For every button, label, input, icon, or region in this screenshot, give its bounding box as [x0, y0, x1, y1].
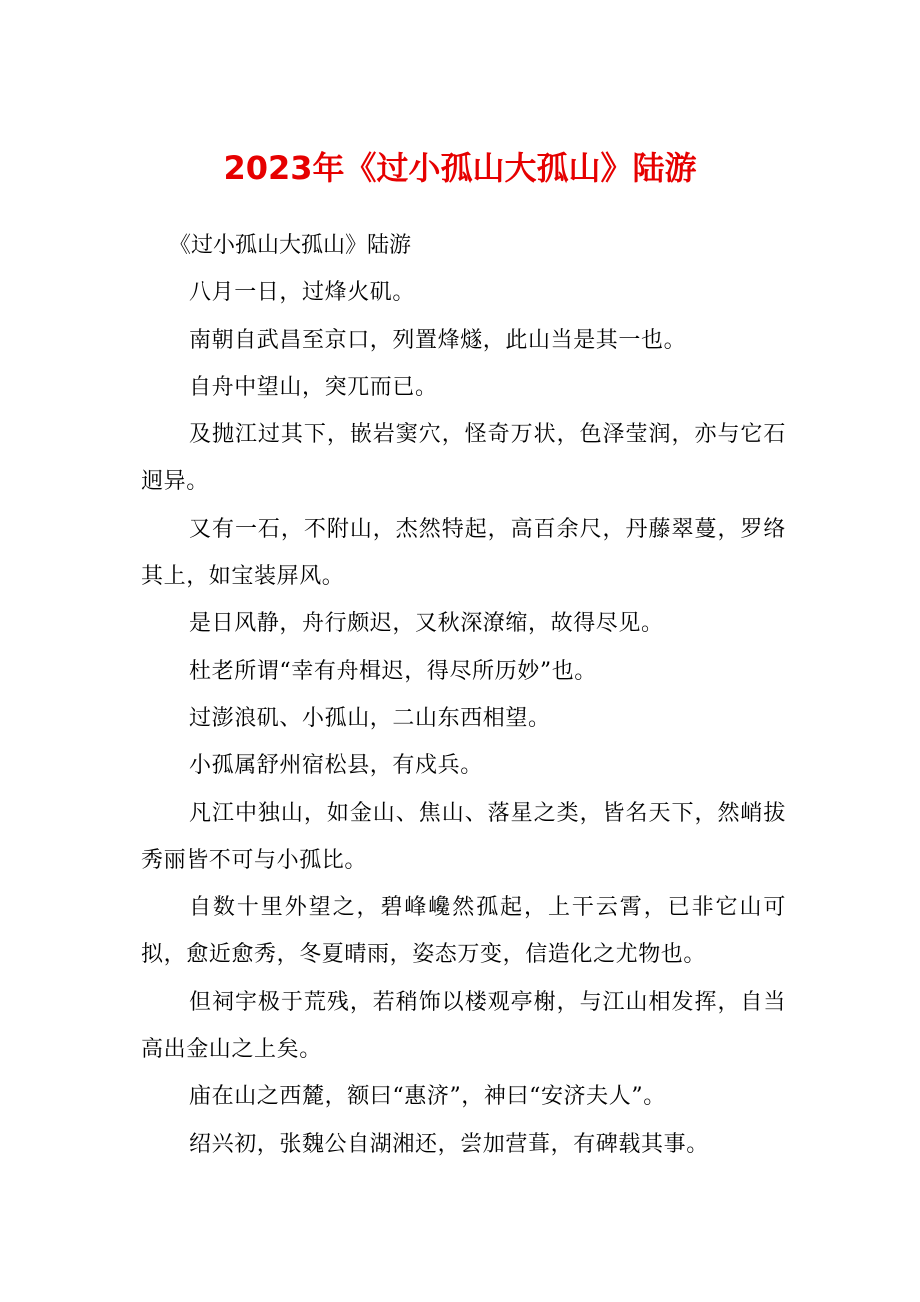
paragraph: 凡江中独山，如金山、焦山、落星之类，皆名天下，然峭拔秀丽皆不可与小孤比。: [141, 800, 786, 873]
paragraph: 又有一石，不附山，杰然特起，高百余尺，丹藤翠蔓，罗络其上，如宝装屏风。: [141, 516, 786, 590]
paragraph: 八月一日，过烽火矶。: [189, 280, 416, 306]
paragraph: 绍兴初，张魏公自湖湘还，尝加营葺，有碑载其事。: [189, 1131, 709, 1157]
paragraph: 南朝自武昌至京口，列置烽燧，此山当是其一也。: [189, 327, 687, 353]
document-body: [141, 222, 786, 1168]
paragraph: 及抛江过其下，嵌岩窦穴，怪奇万状，色泽莹润，亦与它石迥异。: [141, 422, 786, 495]
paragraph: 是日风静，舟行颇迟，又秋深潦缩，故得尽见。: [189, 611, 664, 637]
paragraph-subtitle: 《过小孤山大孤山》陆游: [169, 233, 412, 258]
document-title: 2023年《过小孤山大孤山》陆游: [223, 149, 697, 187]
paragraph: 自数十里外望之，碧峰巉然孤起，上干云霄，已非它山可拟，愈近愈秀，冬夏晴雨，姿态万变，信造化之尤物也。: [141, 895, 786, 968]
paragraph: 小孤属舒州宿松县，有戍兵。: [189, 753, 483, 779]
paragraph: 过澎浪矶、小孤山，二山东西相望。: [189, 705, 551, 731]
paragraph: 但祠宇极于荒残，若稍饰以楼观亭榭，与江山相发挥，自当高出金山之上矣。: [141, 989, 786, 1063]
paragraph: 自舟中望山，突兀而已。: [189, 374, 438, 400]
paragraph: 杜老所谓“幸有舟楫迟，得尽所历妙”也。: [189, 658, 597, 684]
paragraph: 庙在山之西麓，额曰“惠济”，神曰“安济夫人”。: [189, 1084, 666, 1110]
